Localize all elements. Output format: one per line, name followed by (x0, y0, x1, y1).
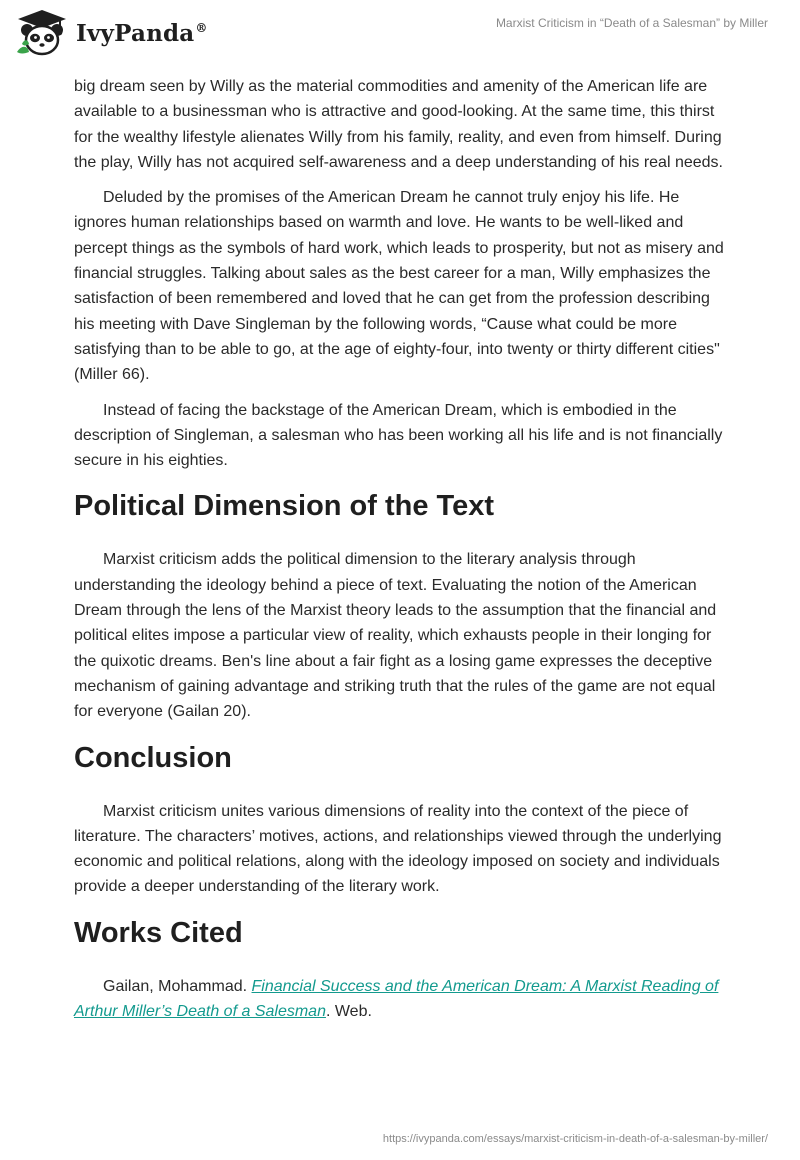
source-url: https://ivypanda.com/essays/marxist-criticism-in-death-of-a-salesman-by-miller/ (382, 1133, 768, 1145)
essay-body (74, 74, 730, 1034)
citation-entry (74, 974, 730, 1025)
heading-conclusion: Conclusion (74, 741, 232, 774)
paragraph: Marxist criticism adds the political dimension to the literary analysis through understanding the ideology behind a piece of text. Evaluating the notion of the American Dream through the lens of the Marxist theory leads to the assumption that the financial and political elites impose a particular view of reality, which exhausts people in their longing for the quixotic dreams. Ben's line about a fair fight as a losing game expresses the deceptive mechanism of gaining advantage and striking truth that the rules of the game are not equal for everyone (Gailan 20). (74, 551, 717, 721)
citation-suffix: . Web. (325, 1003, 372, 1021)
heading-works-cited: Works Cited (74, 916, 243, 949)
brand-name: IvyPanda® (76, 19, 208, 47)
document-title: Marxist Criticism in “Death of a Salesman” by Miller (495, 16, 768, 30)
citation-author: Gailan, Mohammad. (103, 977, 252, 995)
paragraph: Instead of facing the backstage of the American Dream, which is embodied in the description of Singleman, a salesman who has been working all his life and is not financially secure in his eighties. (74, 401, 723, 470)
ivypanda-logo[interactable] (14, 8, 208, 58)
page-header (0, 0, 800, 70)
paragraph: big dream seen by Willy as the material commodities and amenity of the American life are available to a businessman who is attractive and good-looking. At the same time, this thirst for the wealthy lifestyle alienates Willy from his family, reality, and even from himself. During the play, Willy has not acquired self-awareness and a deep understanding of his real needs. (74, 78, 723, 171)
panda-graduate-icon (14, 8, 70, 58)
paragraph: Marxist criticism unites various dimensions of reality into the context of the piece of literature. The characters’ motives, actions, and relationships viewed through the underlying economic and political relations, along with the ideology imposed on society and individuals provide a deeper understanding of the literary work. (74, 802, 722, 896)
citation-link[interactable]: Financial Success and the American Dream: A Marxist Reading of Arthur Miller’s Death of a Salesman (74, 977, 719, 1021)
paragraph: Deluded by the promises of the American Dream he cannot truly enjoy his life. He ignores human relationships based on warmth and love. He wants to be well-liked and percept things as the symbols of hard work, which leads to prosperity, but not as misery and financial struggles. Talking about sales as the best career for a man, Willy emphasizes the satisfaction of been remembered and loved that he can get from the profession describing his meeting with Dave Singleman by the following words, “Cause what could be more satisfying than to be able to go, at the age of eighty-four, into twenty or thirty different cities" (Miller 66). (74, 189, 724, 384)
heading-political-dimension: Political Dimension of the Text (74, 490, 495, 523)
